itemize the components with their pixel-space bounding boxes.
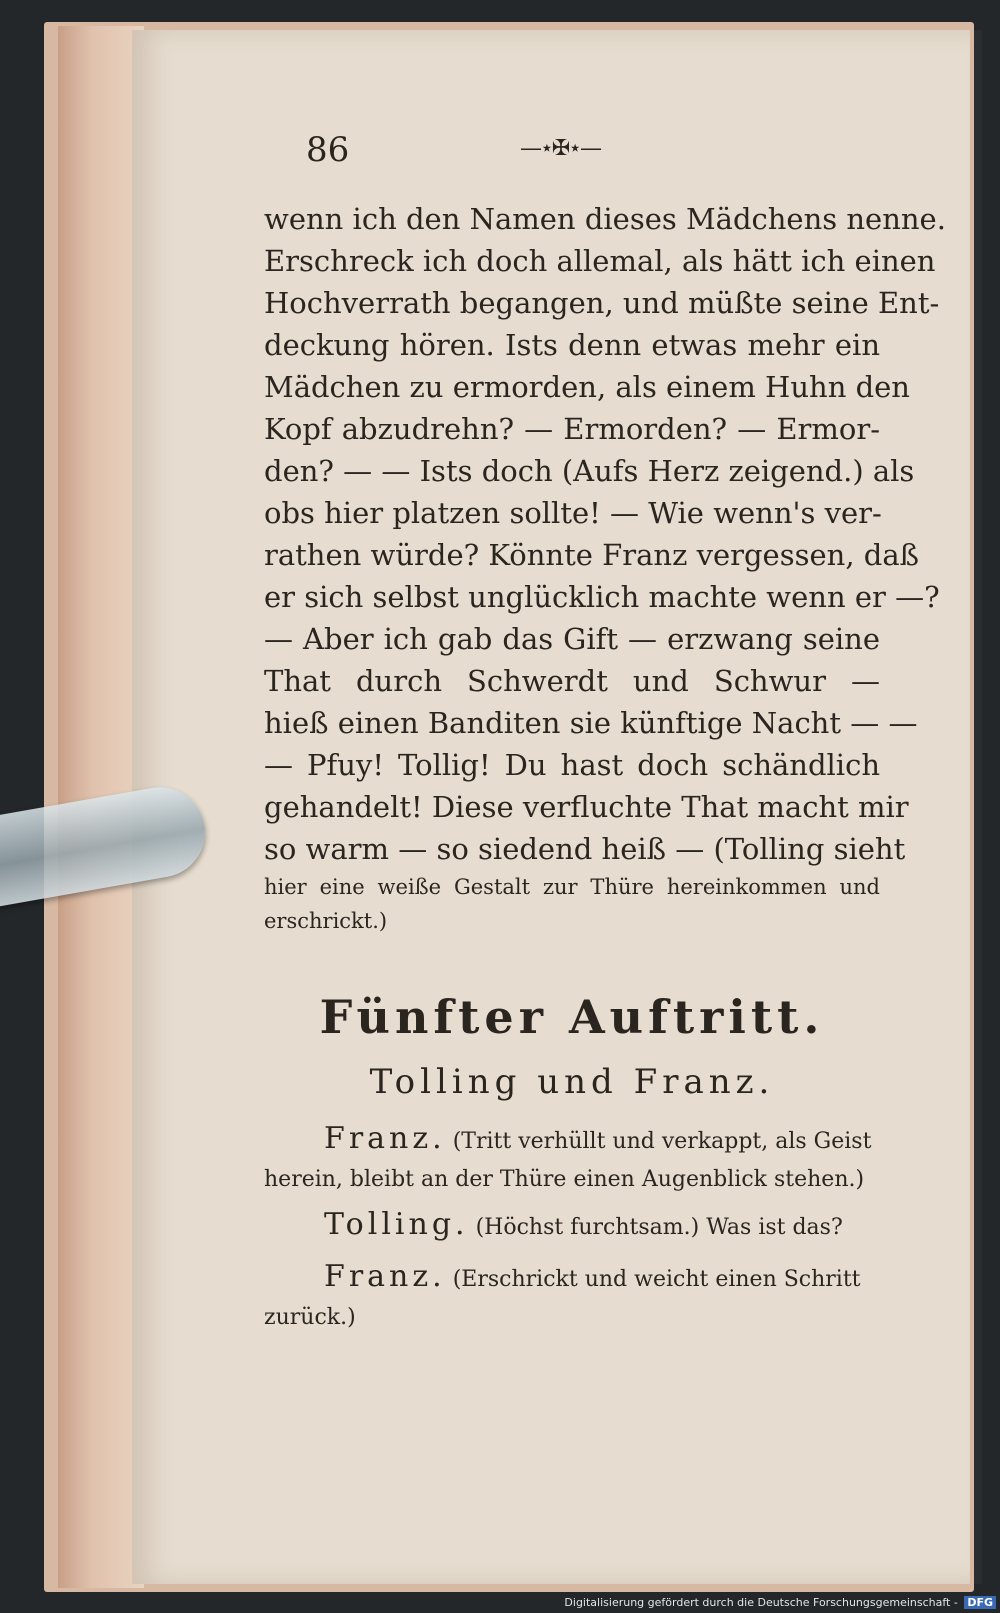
stage-direction-line: erschrickt.) [264, 909, 388, 933]
text-line: gehandelt! Diese verfluchte That macht mir [264, 790, 909, 824]
text-line: Erschreck ich doch allemal, als hätt ich einen [264, 244, 936, 278]
text-line: Kopf abzudrehn? — Ermorden? — Ermor- [264, 412, 880, 446]
text-line: obs hier platzen sollte! — Wie wenn's ver- [264, 496, 882, 530]
text-line: den? — — Ists doch (Aufs Herz zeigend.) als [264, 454, 915, 488]
text-line: so warm — so siedend heiß — (Tolling sieht [264, 832, 906, 866]
stage-direction-line: hier eine weiße Gestalt zur Thüre hereinkommen und [264, 875, 880, 899]
speaker-name: Franz. [324, 1121, 446, 1156]
body-text [264, 198, 946, 938]
text-line: deckung hören. Ists denn etwas mehr ein [264, 328, 880, 362]
text-line: rathen würde? Könnte Franz vergessen, daß [264, 538, 919, 572]
stage-direction: (Tritt verhüllt und verkappt, als Geist [452, 1129, 872, 1154]
text-line: Hochverrath begangen, und müßte seine Ent- [264, 286, 940, 320]
speaker-name: Tolling. [324, 1207, 469, 1242]
page-header [306, 130, 646, 170]
text-line: — Aber ich gab das Gift — erzwang seine [264, 622, 880, 656]
scene-characters: Tolling und Franz. [369, 1062, 775, 1102]
text-line: er sich selbst unglücklich machte wenn er —? [264, 580, 940, 614]
page-number: 86 [306, 130, 350, 170]
text-line: — Pfuy! Tollig! Du hast doch schändlich [264, 748, 880, 782]
speaker-name: Franz. [324, 1259, 446, 1294]
text-line: That durch Schwerdt und Schwur — [264, 664, 880, 698]
text-line: wenn ich den Namen dieses Mädchens nenne. [264, 202, 946, 236]
stage-direction: zurück.) [264, 1305, 356, 1330]
digitization-credit [564, 1596, 996, 1609]
dialogue-entry [264, 1258, 880, 1337]
stage-direction: herein, bleibt an der Thüre einen Augenblick stehen.) [264, 1167, 865, 1192]
credit-text: Digitalisierung gefördert durch die Deutsche Forschungsgemeinschaft - [564, 1596, 958, 1609]
text-line: Mädchen zu ermorden, als einem Huhn den [264, 370, 910, 404]
dialogue-entry [264, 1206, 880, 1247]
stage-direction: (Erschrickt und weicht einen Schritt [452, 1267, 861, 1292]
next-page-edge [974, 30, 982, 1584]
dfg-logo: DFG [964, 1596, 996, 1609]
text-line: hieß einen Banditen sie künftige Nacht — — [264, 706, 918, 740]
dialogue-entry [264, 1120, 880, 1199]
dialogue-text: (Höchst furchtsam.) Was ist das? [475, 1215, 843, 1240]
scene-title: Fünfter Auftritt. [319, 990, 825, 1044]
header-ornament: —⋆✠⋆— [520, 136, 600, 161]
